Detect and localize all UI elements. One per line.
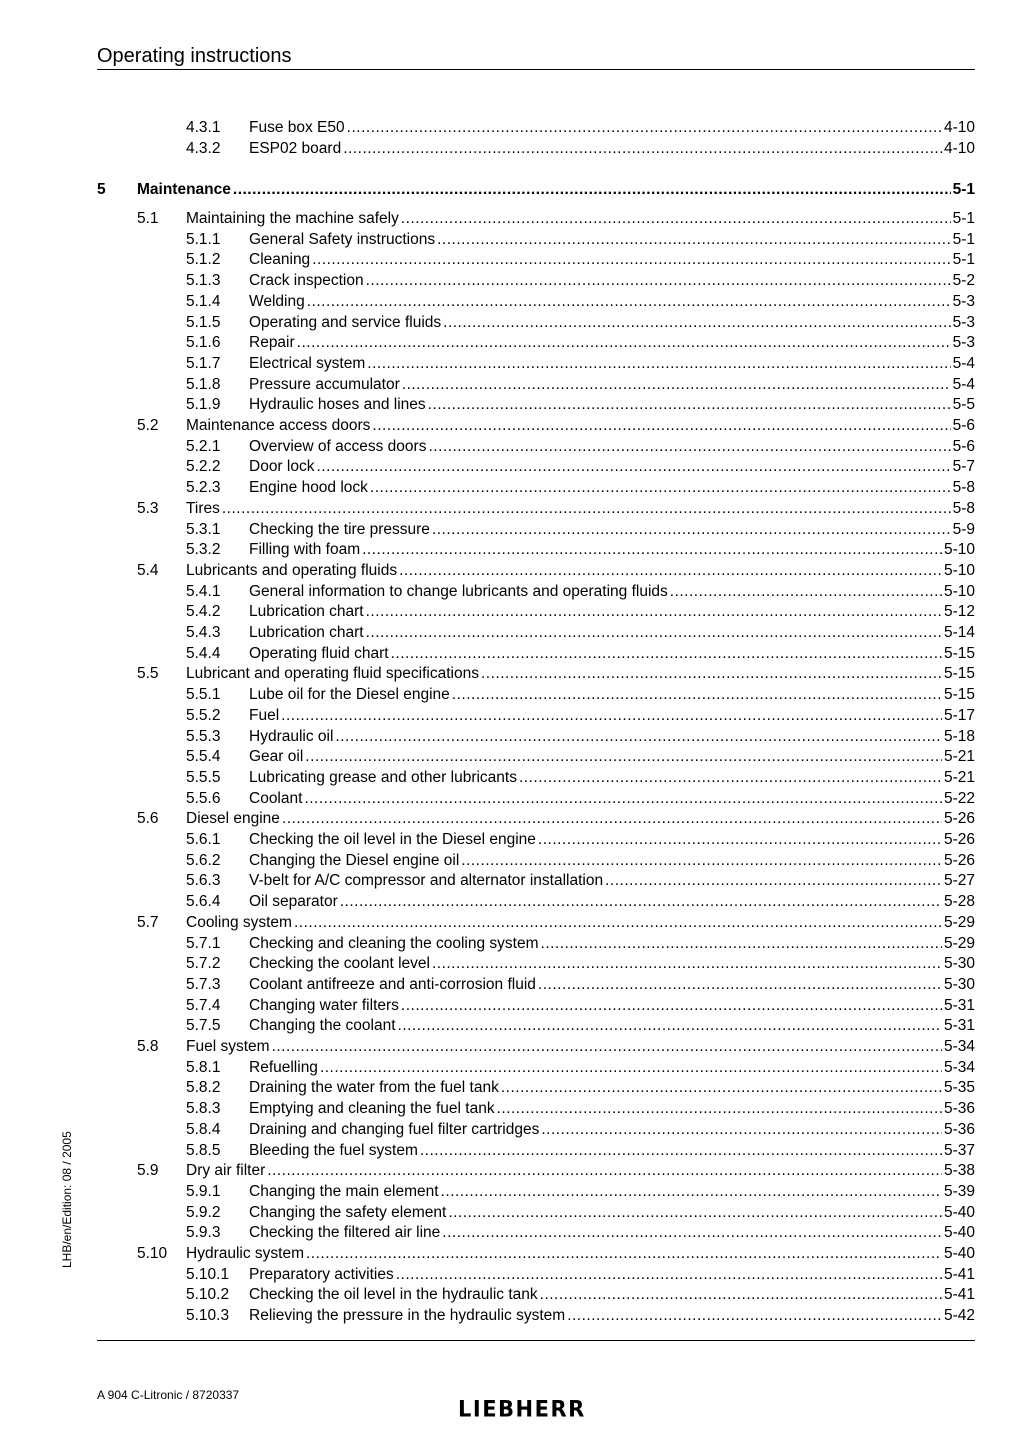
toc-entry-page: 5-4 — [952, 354, 975, 372]
toc-entry[interactable] — [97, 1120, 975, 1141]
toc-entry-number: 5.6.2 — [186, 851, 221, 869]
toc-entry[interactable] — [97, 416, 975, 437]
toc-dot-leader — [222, 499, 951, 520]
toc-dot-leader — [401, 996, 942, 1017]
toc-entry-number: 5.3 — [137, 499, 159, 517]
toc-entry-number: 5.8.1 — [186, 1058, 221, 1076]
toc-entry-number: 5.1.5 — [186, 313, 221, 331]
toc-entry-title: Lubricants and operating fluids — [186, 561, 398, 579]
toc-entry-title: Draining the water from the fuel tank — [249, 1079, 499, 1097]
toc-entry-page: 5-12 — [943, 603, 975, 621]
toc-dot-leader — [541, 934, 942, 955]
toc-dot-leader — [420, 1141, 942, 1162]
toc-entry[interactable] — [97, 1099, 975, 1120]
toc-entry-page: 5-1 — [952, 251, 975, 269]
toc-entry-title: Maintaining the machine safely — [186, 210, 399, 228]
toc-entry[interactable] — [97, 1223, 975, 1244]
toc-entry-number: 5.10 — [137, 1245, 168, 1263]
toc-dot-leader — [391, 644, 942, 665]
toc-dot-leader — [366, 602, 942, 623]
toc-entry-title: Tires — [186, 499, 220, 517]
toc-entry-page: 5-31 — [943, 996, 975, 1014]
toc-entry[interactable] — [97, 851, 975, 872]
toc-entry-number: 5.5.5 — [186, 768, 221, 786]
toc-entry[interactable] — [97, 582, 975, 603]
toc-dot-leader — [441, 1182, 942, 1203]
toc-entry-page: 5-14 — [943, 624, 975, 642]
toc-dot-leader — [519, 768, 942, 789]
toc-entry-number: 5.6.3 — [186, 872, 221, 890]
toc-entry-title: Changing water filters — [249, 996, 399, 1014]
toc-dot-leader — [538, 975, 942, 996]
toc-entry-number: 4.3.1 — [186, 119, 221, 136]
toc-entry-page: 5-31 — [943, 1017, 975, 1035]
toc-entry-page: 5-6 — [952, 417, 975, 435]
toc-entry-number: 5.9.2 — [186, 1203, 221, 1221]
toc-entry-title: Changing the safety element — [249, 1203, 447, 1221]
toc-entry-title: Relieving the pressure in the hydraulic system — [249, 1307, 566, 1325]
toc-entry-title: ESP02 board — [249, 139, 342, 157]
toc-entry-title: Operating and service fluids — [249, 313, 442, 331]
toc-entry-page: 5-37 — [943, 1141, 975, 1159]
toc-entry-title: Crack inspection — [249, 272, 364, 290]
toc-dot-leader — [294, 913, 942, 934]
toc-dot-leader — [366, 623, 942, 644]
toc-entry-title: Door lock — [249, 458, 315, 476]
toc-entry-page: 5-7 — [952, 458, 975, 476]
toc-entry-page: 5-9 — [952, 520, 975, 538]
toc-entry-title: Checking the oil level in the hydraulic tank — [249, 1286, 538, 1304]
toc-entry-number: 5.2.1 — [186, 437, 221, 455]
toc-entry-title: Maintenance access doors — [186, 417, 371, 435]
toc-entry-title: Fuel — [249, 706, 280, 724]
toc-entry-title: Pressure accumulator — [249, 375, 400, 393]
toc-entry[interactable] — [97, 830, 975, 851]
toc-dot-leader — [402, 375, 951, 396]
toc-entry-page: 5-28 — [943, 893, 975, 911]
toc-entry-number: 5.9 — [137, 1162, 159, 1180]
toc-entry-page: 5-40 — [943, 1203, 975, 1221]
footer-divider — [97, 1340, 975, 1341]
toc-entry-title: Checking the oil level in the Diesel engine — [249, 831, 536, 849]
toc-entry[interactable] — [97, 644, 975, 665]
toc-entry-page: 5-6 — [952, 437, 975, 455]
toc-dot-leader — [605, 871, 942, 892]
toc-entry-number: 5.1.7 — [186, 354, 221, 372]
toc-entry[interactable] — [97, 892, 975, 913]
toc-entry-page: 5-41 — [943, 1286, 975, 1304]
toc-entry-title: Fuse box E50 — [249, 119, 345, 136]
toc-dot-leader — [398, 1016, 942, 1037]
toc-entry-title: Coolant — [249, 789, 303, 807]
toc-entry[interactable] — [97, 375, 975, 396]
toc-dot-leader — [399, 561, 942, 582]
page-header-title: Operating instructions — [97, 45, 292, 67]
toc-entry[interactable] — [97, 1161, 975, 1182]
toc-entry-title: Changing the coolant — [249, 1017, 396, 1035]
toc-entry[interactable] — [97, 250, 975, 271]
toc-dot-leader — [281, 706, 942, 727]
toc-dot-leader — [443, 313, 950, 334]
toc-entry[interactable] — [97, 871, 975, 892]
toc-entry-title: Electrical system — [249, 354, 366, 372]
toc-entry[interactable] — [97, 230, 975, 251]
toc-entry-number: 5.4.1 — [186, 582, 221, 600]
toc-entry-number: 5.10.3 — [186, 1307, 230, 1325]
toc-entry-number: 5.5.3 — [186, 727, 221, 745]
toc-entry[interactable] — [97, 1203, 975, 1224]
toc-entry[interactable] — [97, 478, 975, 499]
toc-entry-page: 5-8 — [952, 479, 975, 497]
toc-entry[interactable] — [97, 1016, 975, 1037]
toc-entry-title: Bleeding the fuel system — [249, 1141, 418, 1159]
toc-entry-title: Fuel system — [186, 1038, 270, 1056]
toc-entry-title: Engine hood lock — [249, 479, 368, 497]
toc-entry-number: 5.10.1 — [186, 1265, 230, 1283]
toc-dot-leader — [272, 1037, 942, 1058]
toc-dot-leader — [501, 1078, 942, 1099]
toc-entry-number: 5.7.3 — [186, 975, 221, 993]
toc-entry[interactable] — [97, 180, 975, 201]
toc-entry-number: 5.5.4 — [186, 748, 221, 766]
toc-entry-title: Checking the coolant level — [249, 955, 430, 973]
header-divider — [97, 69, 975, 70]
toc-entry-page: 5-29 — [943, 913, 975, 931]
toc-entry-title: Gear oil — [249, 748, 304, 766]
toc-entry-page: 5-30 — [943, 955, 975, 973]
toc-entry-page: 5-27 — [943, 872, 975, 890]
toc-entry-title: Hydraulic system — [186, 1245, 304, 1263]
toc-entry-title: Changing the Diesel engine oil — [249, 851, 460, 869]
toc-entry-page: 5-10 — [943, 582, 975, 600]
toc-entry-page: 5-34 — [943, 1058, 975, 1076]
toc-entry[interactable] — [97, 768, 975, 789]
liebherr-logo: LIEBHERR — [458, 1396, 586, 1422]
toc-dot-leader — [312, 250, 950, 271]
toc-entry-title: V-belt for A/C compressor and alternator installation — [249, 872, 604, 890]
toc-entry[interactable] — [97, 685, 975, 706]
toc-entry-title: Cleaning — [249, 251, 311, 269]
toc-entry-title: Refuelling — [249, 1058, 318, 1076]
toc-dot-leader — [401, 209, 951, 230]
toc-entry-page: 5-36 — [943, 1120, 975, 1138]
toc-dot-leader — [297, 333, 951, 354]
toc-dot-leader — [396, 1265, 942, 1286]
toc-entry[interactable] — [97, 789, 975, 810]
toc-entry-number: 5.6.1 — [186, 831, 221, 849]
toc-dot-leader — [437, 230, 951, 251]
toc-entry-page: 5-15 — [943, 686, 975, 704]
toc-entry[interactable] — [97, 1141, 975, 1162]
toc-entry[interactable] — [97, 996, 975, 1017]
toc-entry-page: 5-26 — [943, 851, 975, 869]
toc-entry[interactable] — [97, 1244, 975, 1265]
toc-entry-number: 5.4.3 — [186, 624, 221, 642]
toc-entry-page: 5-10 — [943, 541, 975, 559]
toc-entry[interactable] — [97, 747, 975, 768]
toc-entry-number: 5.4 — [137, 561, 159, 579]
toc-entry-number: 5.1.4 — [186, 292, 221, 310]
toc-entry-page: 5-15 — [943, 665, 975, 683]
toc-dot-leader — [320, 1058, 942, 1079]
toc-entry[interactable] — [97, 292, 975, 313]
toc-dot-leader — [452, 685, 942, 706]
toc-dot-leader — [461, 851, 942, 872]
toc-entry[interactable] — [97, 602, 975, 623]
toc-entry-page: 5-22 — [943, 789, 975, 807]
toc-entry-title: Filling with foam — [249, 541, 361, 559]
toc-entry[interactable] — [97, 1078, 975, 1099]
toc-entry-number: 5.8 — [137, 1038, 159, 1056]
toc-entry-title: Draining and changing fuel filter cartridges — [249, 1120, 540, 1138]
toc-entry-number: 5.6.4 — [186, 893, 221, 911]
toc-dot-leader — [370, 478, 951, 499]
toc-entry-number: 5.1.8 — [186, 375, 221, 393]
toc-dot-leader — [540, 1285, 942, 1306]
toc-entry-number: 5.8.2 — [186, 1079, 221, 1097]
toc-entry[interactable] — [97, 623, 975, 644]
toc-entry[interactable] — [97, 457, 975, 478]
toc-entry-title: General Safety instructions — [249, 230, 436, 248]
toc-entry-page: 4-10 — [943, 139, 975, 157]
toc-entry-number: 5.8.3 — [186, 1100, 221, 1118]
toc-entry-page: 5-35 — [943, 1079, 975, 1097]
toc-entry-page: 5-40 — [943, 1224, 975, 1242]
toc-entry[interactable] — [97, 118, 975, 139]
toc-entry-page: 5-5 — [952, 396, 975, 414]
toc-entry-page: 5-1 — [952, 230, 975, 248]
toc-entry-number: 5.1.6 — [186, 334, 221, 352]
toc-entry-number: 5.9.1 — [186, 1182, 221, 1200]
toc-dot-leader — [267, 1161, 942, 1182]
toc-entry-title: Hydraulic hoses and lines — [249, 396, 426, 414]
toc-entry-page: 5-1 — [952, 181, 975, 199]
toc-entry[interactable] — [97, 1058, 975, 1079]
toc-entry-page: 5-26 — [943, 810, 975, 828]
toc-entry[interactable] — [97, 1182, 975, 1203]
toc-entry-number: 5.5 — [137, 665, 159, 683]
toc-entry[interactable] — [97, 313, 975, 334]
toc-dot-leader — [541, 1120, 942, 1141]
toc-entry[interactable] — [97, 664, 975, 685]
toc-entry[interactable] — [97, 395, 975, 416]
toc-entry-number: 5.7 — [137, 913, 159, 931]
toc-entry-page: 5-4 — [952, 375, 975, 393]
toc-entry-page: 5-21 — [943, 768, 975, 786]
toc-entry-title: Welding — [249, 292, 305, 310]
toc-entry-number: 5.1.2 — [186, 251, 221, 269]
toc-dot-leader — [481, 664, 942, 685]
edition-label: LHB/en/Edition: 08 / 2005 — [60, 1131, 74, 1268]
toc-entry[interactable] — [97, 333, 975, 354]
toc-entry-number: 5.6 — [137, 810, 159, 828]
toc-entry-page: 5-26 — [943, 831, 975, 849]
toc-dot-leader — [367, 354, 950, 375]
toc-entry-page: 5-41 — [943, 1265, 975, 1283]
toc-entry-title: Oil separator — [249, 893, 338, 911]
toc-entry-title: Lube oil for the Diesel engine — [249, 686, 450, 704]
toc-entry[interactable] — [97, 727, 975, 748]
toc-entry-title: Hydraulic oil — [249, 727, 334, 745]
toc-entry-number: 5.10.2 — [186, 1286, 230, 1304]
toc-entry-title: Repair — [249, 334, 295, 352]
toc-dot-leader — [305, 747, 942, 768]
toc-entry-title: Operating fluid chart — [249, 644, 389, 662]
toc-entry-page: 5-1 — [952, 210, 975, 228]
toc-entry-title: Preparatory activities — [249, 1265, 394, 1283]
toc-dot-leader — [442, 1223, 942, 1244]
toc-entry-page: 5-36 — [943, 1100, 975, 1118]
toc-dot-leader — [307, 292, 951, 313]
toc-entry-number: 5.7.5 — [186, 1017, 221, 1035]
toc-entry-number: 5.5.1 — [186, 686, 221, 704]
toc-entry[interactable] — [97, 437, 975, 458]
toc-dot-leader — [497, 1099, 942, 1120]
toc-entry-number: 5.7.2 — [186, 955, 221, 973]
toc-entry-page: 5-18 — [943, 727, 975, 745]
toc-entry-number: 5.2.3 — [186, 479, 221, 497]
toc-entry-page: 5-15 — [943, 644, 975, 662]
toc-entry-title: Coolant antifreeze and anti-corrosion fluid — [249, 975, 536, 993]
toc-entry-number: 5.9.3 — [186, 1224, 221, 1242]
toc-dot-leader — [316, 457, 950, 478]
toc-entry[interactable] — [97, 913, 975, 934]
toc-dot-leader — [567, 1306, 942, 1327]
toc-dot-leader — [347, 118, 942, 139]
toc-entry-number: 5.1.3 — [186, 272, 221, 290]
toc-entry-number: 5.3.2 — [186, 541, 221, 559]
toc-entry-title: Lubrication chart — [249, 603, 364, 621]
toc-entry-page: 5-8 — [952, 499, 975, 517]
toc-entry-title: Diesel engine — [186, 810, 280, 828]
toc-entry[interactable] — [97, 809, 975, 830]
toc-entry-page: 5-3 — [952, 292, 975, 310]
toc-dot-leader — [343, 139, 942, 160]
toc-entry-number: 5.1.9 — [186, 396, 221, 414]
toc-entry-page: 5-10 — [943, 561, 975, 579]
toc-dot-leader — [340, 892, 942, 913]
toc-dot-leader — [448, 1203, 942, 1224]
toc-entry-number: 5.3.1 — [186, 520, 221, 538]
toc-dot-leader — [670, 582, 942, 603]
toc-entry-page: 5-30 — [943, 975, 975, 993]
toc-entry[interactable] — [97, 271, 975, 292]
toc-entry-number: 5.1.1 — [186, 230, 221, 248]
toc-entry-number: 5.7.1 — [186, 934, 221, 952]
toc-dot-leader — [233, 180, 951, 201]
toc-entry-title: Checking and cleaning the cooling system — [249, 934, 539, 952]
toc-entry-number: 5.8.4 — [186, 1120, 221, 1138]
toc-dot-leader — [432, 954, 942, 975]
toc-dot-leader — [282, 809, 942, 830]
toc-entry-title: Checking the filtered air line — [249, 1224, 441, 1242]
toc-dot-leader — [428, 395, 951, 416]
toc-entry[interactable] — [97, 354, 975, 375]
toc-dot-leader — [428, 437, 950, 458]
toc-dot-leader — [304, 789, 942, 810]
toc-entry[interactable] — [97, 934, 975, 955]
toc-entry-number: 4.3.2 — [186, 139, 221, 157]
toc-entry-page: 4-10 — [943, 119, 975, 136]
toc-entry-page: 5-38 — [943, 1162, 975, 1180]
toc-entry-title: Dry air filter — [186, 1162, 266, 1180]
toc-entry-title: Cooling system — [186, 913, 292, 931]
toc-entry-title: Emptying and cleaning the fuel tank — [249, 1100, 495, 1118]
toc-entry-page: 5-21 — [943, 748, 975, 766]
toc-entry-page: 5-3 — [952, 313, 975, 331]
toc-entry-title: General information to change lubricants and operating fluids — [249, 582, 668, 600]
toc-entry[interactable] — [97, 1037, 975, 1058]
toc-entry[interactable] — [97, 499, 975, 520]
toc-entry-number: 5.4.2 — [186, 603, 221, 621]
toc-entry-page: 5-2 — [952, 272, 975, 290]
toc-dot-leader — [306, 1244, 942, 1265]
toc-entry[interactable] — [97, 706, 975, 727]
footer-model-number: A 904 C-Litronic / 8720337 — [97, 1388, 240, 1402]
toc-entry-number: 5.4.4 — [186, 644, 221, 662]
toc-entry[interactable] — [97, 209, 975, 230]
toc-entry-page: 5-34 — [943, 1038, 975, 1056]
toc-entry[interactable] — [97, 561, 975, 582]
toc-entry-number: 5 — [97, 181, 106, 199]
toc-dot-leader — [372, 416, 950, 437]
toc-entry-page: 5-17 — [943, 706, 975, 724]
toc-dot-leader — [366, 271, 951, 292]
toc-entry-page: 5-40 — [943, 1245, 975, 1263]
toc-entry-title: Maintenance — [137, 181, 231, 199]
toc-entry-title: Lubrication chart — [249, 624, 364, 642]
toc-entry[interactable] — [97, 1306, 975, 1327]
toc-entry-number: 5.2.2 — [186, 458, 221, 476]
toc-entry[interactable] — [97, 139, 975, 160]
toc-entry[interactable] — [97, 540, 975, 561]
toc-entry-number: 5.1 — [137, 210, 159, 228]
toc-entry-page: 5-39 — [943, 1182, 975, 1200]
toc-dot-leader — [335, 727, 942, 748]
toc-entry[interactable] — [97, 1265, 975, 1286]
toc-entry-number: 5.5.2 — [186, 706, 221, 724]
toc-entry-title: Changing the main element — [249, 1182, 439, 1200]
toc-dot-leader — [432, 520, 951, 541]
toc-entry-page: 5-3 — [952, 334, 975, 352]
toc-entry-title: Overview of access doors — [249, 437, 427, 455]
toc-entry-number: 5.5.6 — [186, 789, 221, 807]
toc-entry-title: Lubricating grease and other lubricants — [249, 768, 517, 786]
toc-entry-page: 5-42 — [943, 1307, 975, 1325]
toc-entry-title: Checking the tire pressure — [249, 520, 430, 538]
toc-dot-leader — [362, 540, 942, 561]
toc-entry-number: 5.8.5 — [186, 1141, 221, 1159]
toc-entry-number: 5.7.4 — [186, 996, 221, 1014]
toc-entry[interactable] — [97, 954, 975, 975]
toc-dot-leader — [538, 830, 942, 851]
toc-entry-number: 5.2 — [137, 417, 159, 435]
toc-entry[interactable] — [97, 975, 975, 996]
toc-entry-page: 5-29 — [943, 934, 975, 952]
toc-entry-title: Lubricant and operating fluid specifications — [186, 665, 479, 683]
toc-entry[interactable] — [97, 520, 975, 541]
toc-entry[interactable] — [97, 1285, 975, 1306]
